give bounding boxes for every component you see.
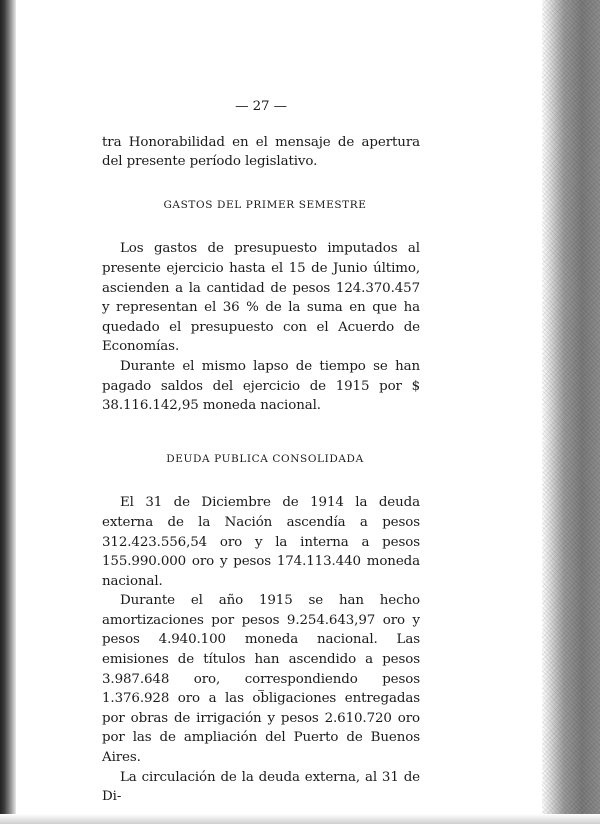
page-right-shadow bbox=[542, 0, 600, 824]
paragraph: Los gastos de presupuesto imputados al presente ejercicio hasta el 15 de Junio último, ascienden a la cantidad de pesos 124.370.457 y representan el 36 % de la suma en que ha quedado el presupuesto con el Acuerdo de Economías. bbox=[102, 241, 420, 355]
section-heading-gastos: GASTOS DEL PRIMER SEMESTRE bbox=[163, 198, 367, 211]
page-bottom-shadow bbox=[0, 814, 600, 824]
paragraph: Durante el mismo lapso de tiempo se han pagado saldos del ejercicio de 1915 por $ 38.116.142,95 moneda nacional. bbox=[102, 358, 420, 414]
continuation-paragraph: tra Honorabilidad en el mensaje de apertura del presente período legislativo. bbox=[102, 134, 420, 170]
page-left-shadow bbox=[0, 0, 16, 824]
section-heading-deuda: DEUDA PUBLICA CONSOLIDADA bbox=[166, 452, 364, 465]
page-body bbox=[102, 97, 420, 807]
paragraph: La circulación de la deuda externa, al 31 de Di- bbox=[102, 769, 420, 805]
page-number: — 27 — bbox=[235, 99, 287, 114]
paragraph: El 31 de Diciembre de 1914 la deuda externa de la Nación ascendía a pesos 312.423.556,54 oro y la interna a pesos 155.990.000 oro y pesos 174.113.440 moneda nacional. bbox=[102, 495, 420, 589]
paragraph: Durante el año 1915 se han hecho amortizaciones por pesos 9.254.643,97 oro y pesos 4.940.100 moneda nacional. Las emisiones de títulos han ascendido a pesos 3.987.648 oro, correspondiendo pesos 1.376.928 oro a las obligaciones entregadas por obras de irrigación y pesos 2.610.720 oro por las de ampliación del Puerto de Buenos Aires. bbox=[102, 593, 420, 766]
ink-mark bbox=[258, 690, 264, 691]
